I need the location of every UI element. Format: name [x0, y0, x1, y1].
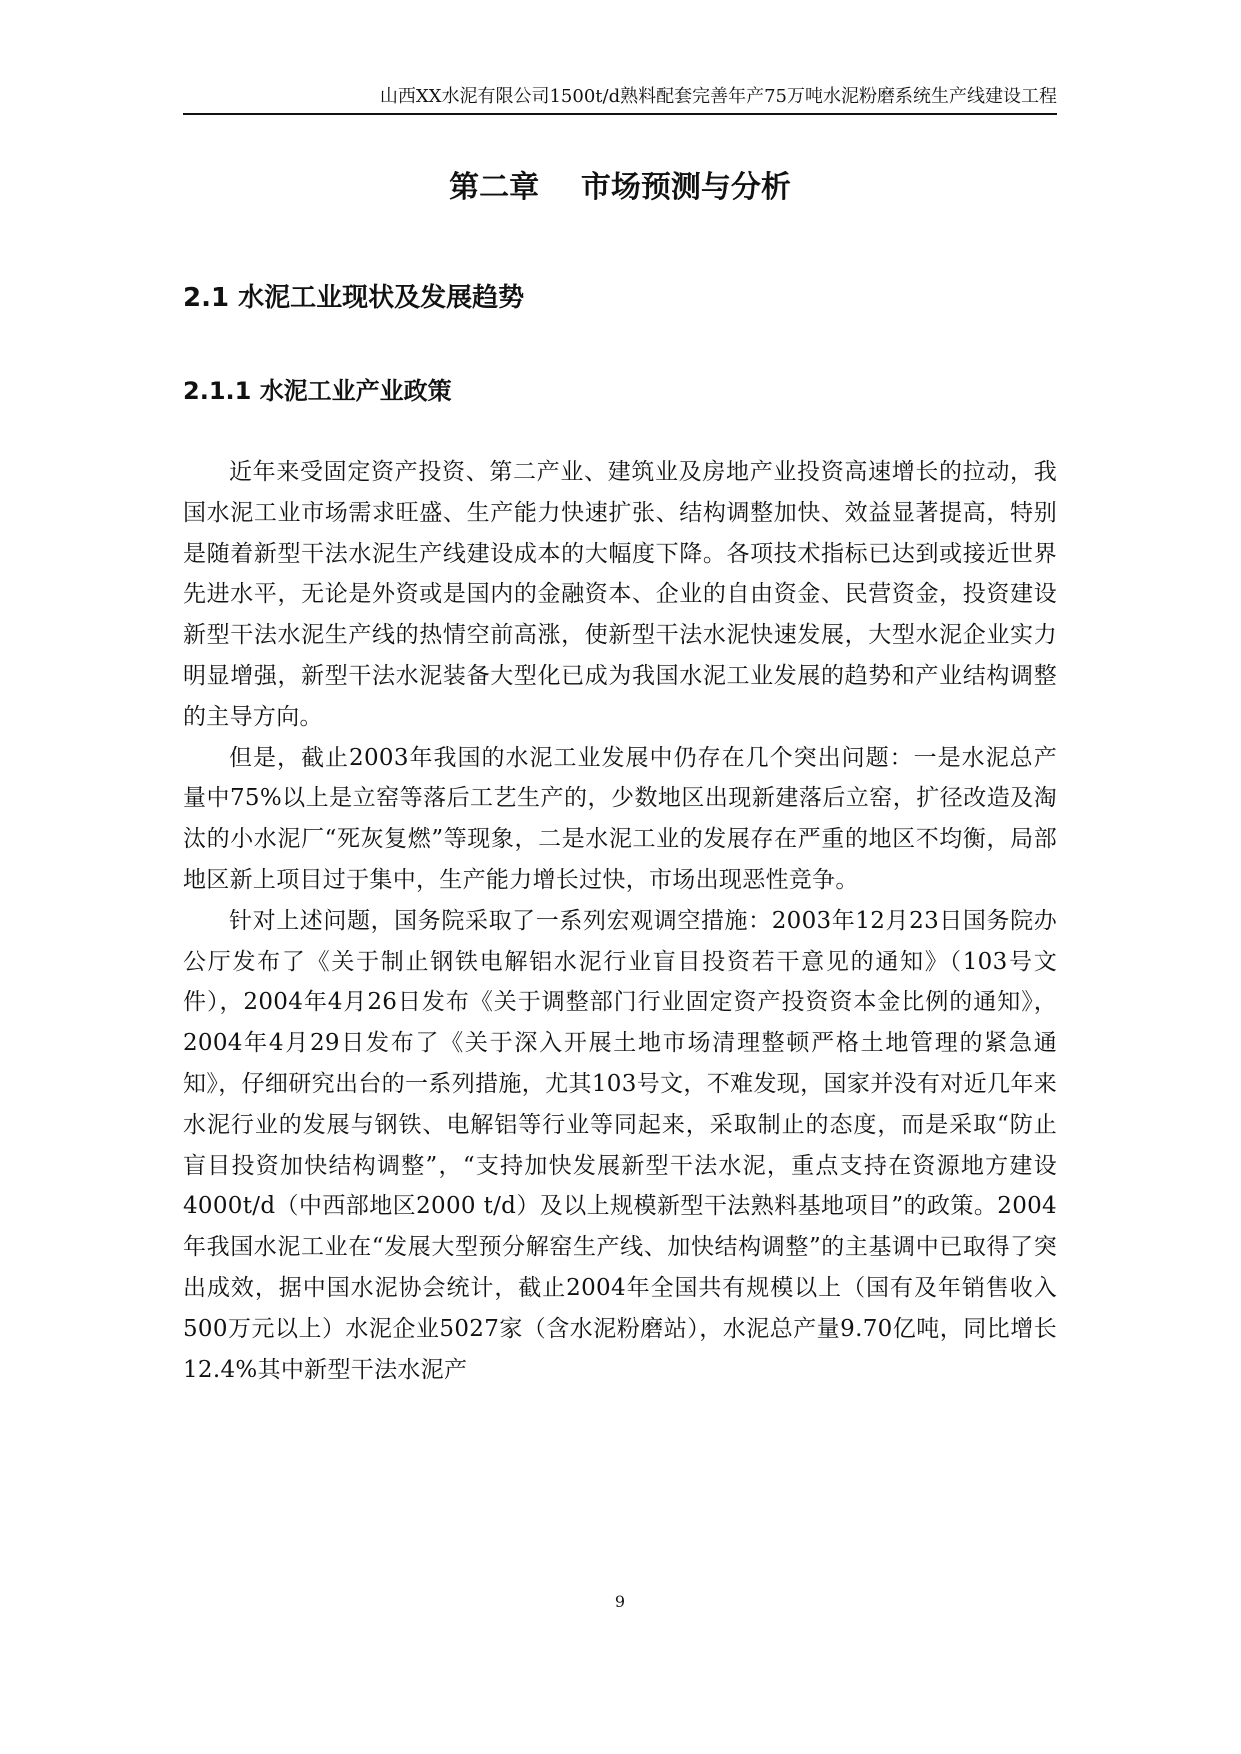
page-number: 9 — [614, 1592, 626, 1611]
paragraph-3: 针对上述问题，国务院采取了一系列宏观调空措施：2003年12月23日国务院办公厅发布了《关于制止钢铁电解铝水泥行业盲目投资若干意见的通知》（103号文件），2004年4月26日发布《关于调整部门行业固定资产投资资本金比例的通知》，2004年4月29日发布了《关于深入开展土地市场清理整顿严格土地管理的紧急通知》，仔细研究出台的一系列措施，尤其103号文，不难发现，国家并没有对近几年来水泥行业的发展与钢铁、电解铝等行业等同起来，采取制止的态度，而是采取“防止盲目投资加快结构调整”，“支持加快发展新型干法水泥，重点支持在资源地方建设4000t/d（中西部地区2000 t/d）及以上规模新型干法熟料基地项目”的政策。2004年我国水泥工业在“发展大型预分解窑生产线、加快结构调整”的主基调中已取得了突出成效，据中国水泥协会统计，截止2004年全国共有规模以上（国有及年销售收入500万元以上）水泥企业5027家（含水泥粉磨站），水泥总产量9.70亿吨，同比增长12.4%其中新型干法水泥产 — [183, 907, 1057, 1383]
subsection-heading: 2.1.1 水泥工业产业政策 — [183, 377, 452, 405]
body-text — [183, 452, 1057, 1390]
paragraph-1: 近年来受固定资产投资、第二产业、建筑业及房地产业投资高速增长的拉动，我国水泥工业市场需求旺盛、生产能力快速扩张、结构调整加快、效益显著提高，特别是随着新型干法水泥生产线建设成本的大幅度下降。各项技术指标已达到或接近世界先进水平，无论是外资或是国内的金融资本、企业的自由资金、民营资金，投资建设新型干法水泥生产线的热情空前高涨，使新型干法水泥快速发展，大型水泥企业实力明显增强，新型干法水泥装备大型化已成为我国水泥工业发展的趋势和产业结构调整的主导方向。 — [183, 459, 1057, 730]
header-rule — [183, 113, 1057, 115]
section-heading: 2.1 水泥工业现状及发展趋势 — [183, 283, 525, 313]
chapter-title: 第二章 市场预测与分析 — [449, 170, 791, 205]
paragraph-2: 但是，截止2003年我国的水泥工业发展中仍存在几个突出问题：一是水泥总产量中75%以上是立窑等落后工艺生产的，少数地区出现新建落后立窑，扩径改造及淘汰的小水泥厂“死灰复燃”等现象，二是水泥工业的发展存在严重的地区不均衡，局部地区新上项目过于集中，生产能力增长过快，市场出现恶性竞争。 — [183, 744, 1057, 893]
running-header: 山西XX水泥有限公司1500t/d熟料配套完善年产75万吨水泥粉磨系统生产线建设工程 — [379, 86, 1057, 107]
